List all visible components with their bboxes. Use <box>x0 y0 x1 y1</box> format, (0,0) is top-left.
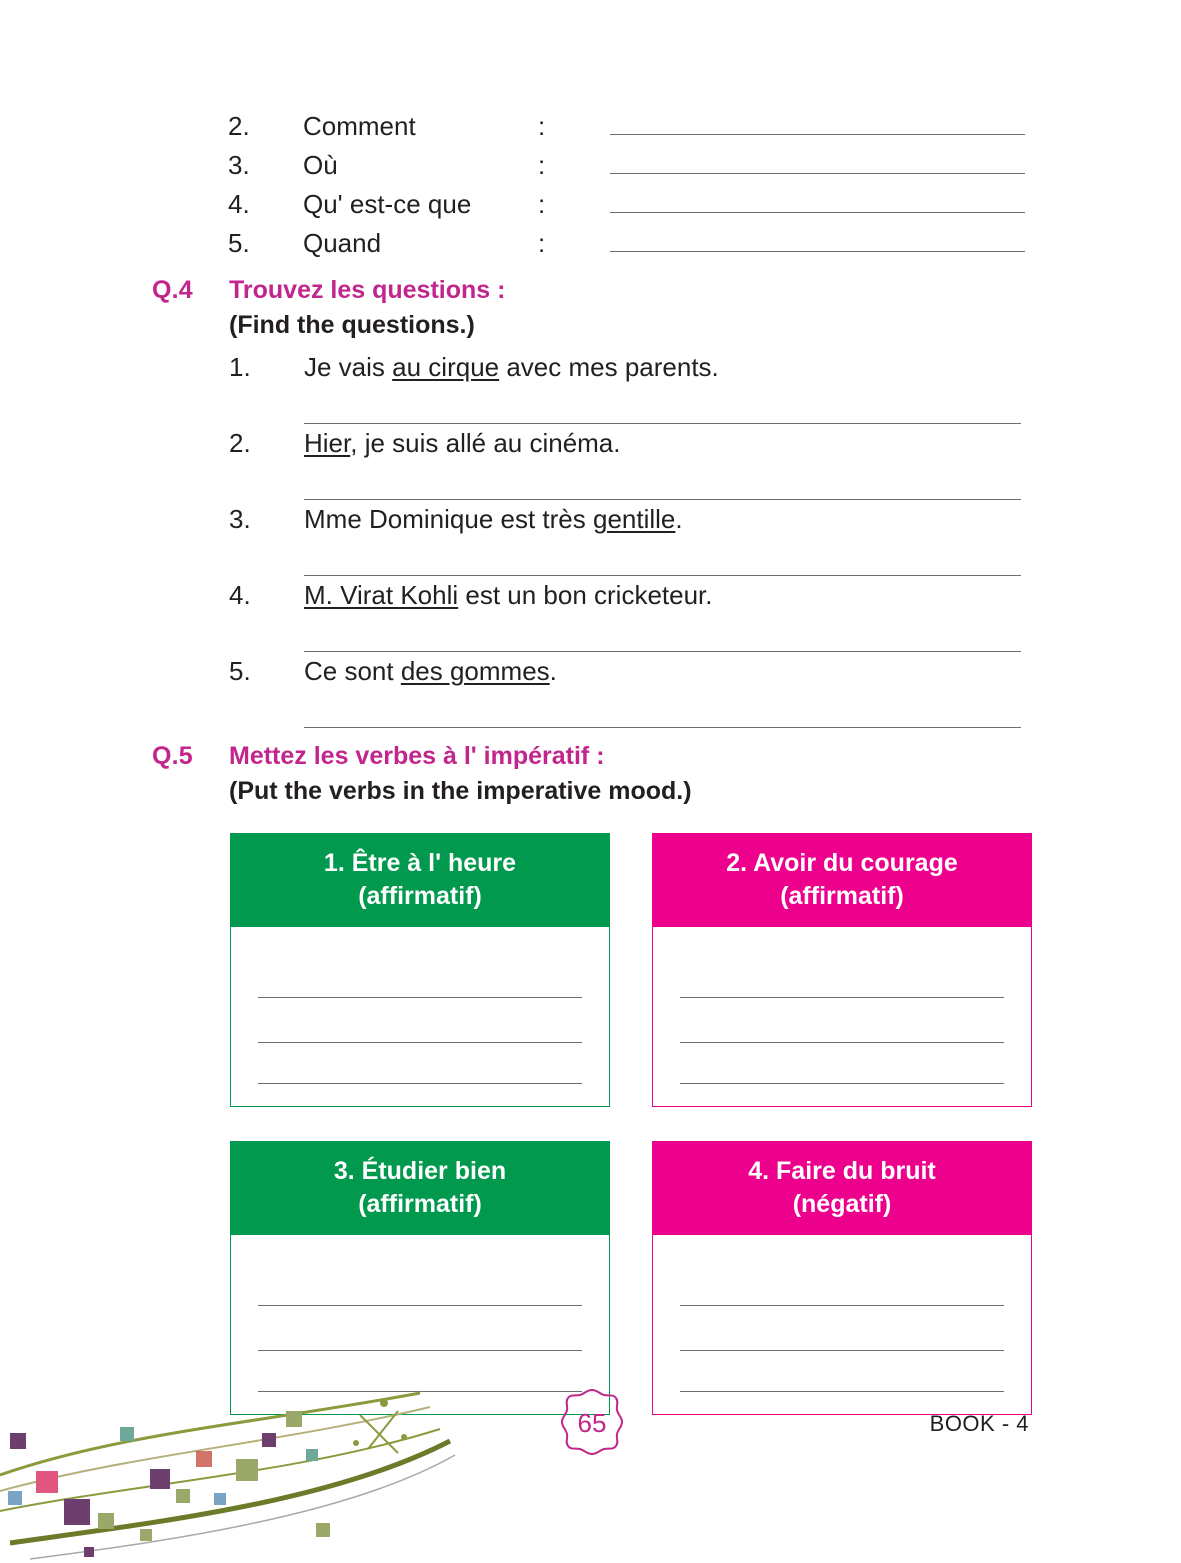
item-colon: : <box>538 189 546 219</box>
exercise-box-4 <box>652 1141 1032 1415</box>
question-4-heading <box>152 276 1052 305</box>
answer-blank[interactable] <box>680 998 1004 1043</box>
exercise-box-1 <box>230 833 610 1107</box>
answer-blank[interactable] <box>680 1261 1004 1306</box>
question-4-items <box>229 352 1052 728</box>
item-number: 3. <box>228 150 250 180</box>
exercise-box-1-mood: (affirmatif) <box>358 882 482 910</box>
list-item <box>228 110 1028 149</box>
answer-blank[interactable] <box>304 611 1021 652</box>
answer-blank[interactable] <box>304 687 1021 728</box>
exercise-box-2-body <box>653 927 1031 1106</box>
item-word: Comment <box>303 111 416 141</box>
item-number: 5. <box>229 656 251 686</box>
exercise-box-1-header <box>231 834 609 927</box>
list-item <box>228 227 1028 266</box>
answer-blank[interactable] <box>610 110 1025 135</box>
list-item <box>229 656 1052 728</box>
imperative-exercise-grid <box>230 833 1032 1449</box>
list-item <box>228 188 1028 227</box>
exercise-box-4-title: 4. Faire du bruit <box>748 1157 936 1185</box>
exercise-box-1-title: 1. Être à l' heure <box>323 849 517 877</box>
item-number: 4. <box>228 189 250 219</box>
question-5-title: Mettez les verbes à l' impératif : <box>229 742 605 770</box>
answer-blank[interactable] <box>610 149 1025 174</box>
answer-blank[interactable] <box>304 383 1021 424</box>
item-sentence: Mme Dominique est très gentille. <box>304 504 683 534</box>
item-colon: : <box>538 228 546 258</box>
list-item <box>229 428 1052 500</box>
question-5-label: Q.5 <box>152 742 193 770</box>
item-number: 2. <box>228 111 250 141</box>
item-number: 2. <box>229 428 251 458</box>
answer-blank[interactable] <box>258 1043 582 1084</box>
question-5-heading <box>152 742 1052 771</box>
question-4-title: Trouvez les questions : <box>229 276 506 304</box>
answer-blank[interactable] <box>258 998 582 1043</box>
question-5-subtitle: (Put the verbs in the imperative mood.) <box>229 777 692 805</box>
exercise-box-2-title: 2. Avoir du courage <box>726 849 958 877</box>
exercise-box-3-header <box>231 1142 609 1235</box>
item-sentence: Hier, je suis allé au cinéma. <box>304 428 621 458</box>
top-question-list <box>228 110 1028 266</box>
list-item <box>229 580 1052 652</box>
exercise-box-3-mood: (affirmatif) <box>358 1190 482 1218</box>
list-item <box>229 352 1052 424</box>
answer-blank[interactable] <box>258 1306 582 1351</box>
answer-blank[interactable] <box>258 953 582 998</box>
question-4-subtitle: (Find the questions.) <box>229 311 475 339</box>
book-label: BOOK - 4 <box>929 1411 1029 1436</box>
exercise-box-1-body <box>231 927 609 1106</box>
footer-decoration <box>0 1363 520 1563</box>
answer-blank[interactable] <box>304 459 1021 500</box>
item-number: 1. <box>229 352 251 382</box>
list-item <box>229 504 1052 576</box>
answer-blank[interactable] <box>680 1043 1004 1084</box>
question-4-label: Q.4 <box>152 276 193 304</box>
page-number-badge <box>555 1386 629 1460</box>
item-sentence: Ce sont des gommes. <box>304 656 557 686</box>
answer-blank[interactable] <box>680 953 1004 998</box>
item-word: Qu' est-ce que <box>303 189 472 219</box>
item-colon: : <box>538 111 546 141</box>
item-sentence: Je vais au cirque avec mes parents. <box>304 352 719 382</box>
answer-blank[interactable] <box>610 188 1025 213</box>
question-4-block <box>152 276 1052 732</box>
item-word: Où <box>303 150 338 180</box>
question-5-block <box>152 742 1052 806</box>
item-number: 5. <box>228 228 250 258</box>
exercise-box-2-header <box>653 834 1031 927</box>
exercise-box-2 <box>652 833 1032 1107</box>
exercise-box-4-mood: (négatif) <box>792 1190 892 1218</box>
item-sentence: M. Virat Kohli est un bon cricketeur. <box>304 580 713 610</box>
answer-blank[interactable] <box>610 227 1025 252</box>
exercise-box-2-mood: (affirmatif) <box>780 882 904 910</box>
exercise-box-3-title: 3. Étudier bien <box>333 1157 507 1185</box>
answer-blank[interactable] <box>304 535 1021 576</box>
item-colon: : <box>538 150 546 180</box>
list-item <box>228 149 1028 188</box>
answer-blank[interactable] <box>680 1306 1004 1351</box>
page-number: 65 <box>577 1408 607 1438</box>
item-number: 3. <box>229 504 251 534</box>
answer-blank[interactable] <box>680 1351 1004 1392</box>
box-row <box>230 833 1032 1107</box>
answer-blank[interactable] <box>258 1261 582 1306</box>
exercise-box-4-body <box>653 1235 1031 1414</box>
item-word: Quand <box>303 228 382 258</box>
item-number: 4. <box>229 580 251 610</box>
exercise-box-4-header <box>653 1142 1031 1235</box>
